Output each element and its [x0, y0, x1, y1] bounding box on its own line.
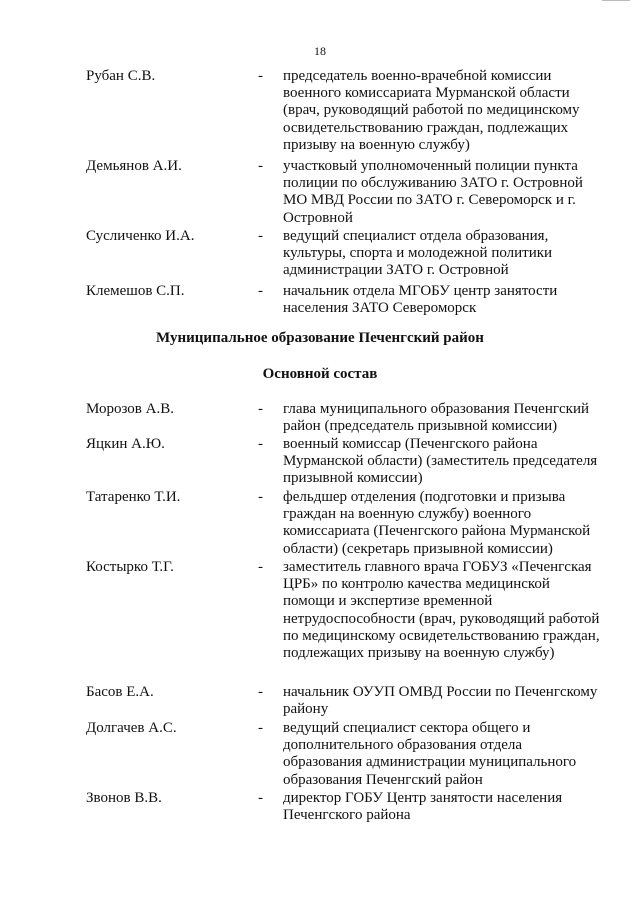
member-dash: - — [258, 436, 263, 452]
member-list-2 — [0, 401, 640, 826]
member-dash: - — [258, 228, 263, 244]
member-row — [0, 489, 640, 559]
member-row — [0, 158, 640, 228]
member-name: Звонов В.В. — [86, 790, 162, 806]
member-name: Демьянов А.И. — [86, 158, 182, 174]
member-name: Рубан С.В. — [86, 68, 156, 84]
member-description: фельдшер отделения (подготовки и призыва граждан на военную службу) военного комиссариата (Печенгского района Мурманской области) (секретарь призывной комиссии) — [283, 489, 591, 557]
member-description: участковый уполномоченный полиции пункта полиции по обслуживанию ЗАТО г. Островной МО МВД России по ЗАТО г. Североморск и г. Островной — [283, 158, 583, 226]
member-row — [0, 720, 640, 790]
member-row — [0, 68, 640, 158]
member-name: Долгачев А.С. — [86, 720, 177, 736]
member-description: директор ГОБУ Центр занятости населения Печенгского района — [283, 790, 563, 824]
member-name: Морозов А.В. — [86, 401, 174, 417]
member-dash: - — [258, 401, 263, 417]
member-list-1 — [0, 68, 640, 319]
member-name: Яцкин А.Ю. — [86, 436, 165, 452]
member-dash: - — [258, 489, 263, 505]
member-description: ведущий специалист отдела образования, культуры, спорта и молодежной политики администрации ЗАТО г. Островной — [283, 228, 553, 279]
member-description: военный комиссар (Печенгского района Мурманской области) (заместитель председателя призывной комиссии) — [283, 436, 598, 487]
member-dash: - — [258, 68, 263, 84]
member-description: заместитель главного врача ГОБУЗ «Печенгская ЦРБ» по контролю качества медицинской помощи и экспертизе временной нетрудоспособности (врач, руководящий работой по медицинскому освидетельствованию граждан, подлежащих призыву на военную службу) — [283, 559, 600, 662]
member-row — [0, 790, 640, 826]
member-description: ведущий специалист сектора общего и дополнительного образования отдела образования администрации муниципального образования Печенгский район — [283, 720, 577, 788]
member-row — [0, 283, 640, 319]
member-description: начальник ОУУП ОМВД России по Печенгскому району — [283, 684, 598, 718]
section-title: Муниципальное образование Печенгский район — [156, 330, 484, 346]
member-row — [0, 401, 640, 436]
member-name: Сусличенко И.А. — [86, 228, 195, 244]
member-dash: - — [258, 559, 263, 575]
member-description: председатель военно-врачебной комиссии военного комиссариата Мурманской области (врач, руководящий работой по медицинскому освидетельствованию граждан, подлежащих призыву на военную службу) — [283, 68, 580, 153]
member-dash: - — [258, 684, 263, 700]
member-dash: - — [258, 720, 263, 736]
member-dash: - — [258, 283, 263, 299]
member-description: глава муниципального образования Печенгский район (председатель призывной комиссии) — [283, 401, 589, 435]
member-name: Костырко Т.Г. — [86, 559, 174, 575]
member-name: Клемешов С.П. — [86, 283, 185, 299]
member-row — [0, 228, 640, 283]
member-dash: - — [258, 158, 263, 174]
scan-edge-mark — [602, 0, 630, 3]
member-row — [0, 684, 640, 720]
member-name: Татаренко Т.И. — [86, 489, 181, 505]
member-row — [0, 436, 640, 489]
member-row — [0, 559, 640, 684]
member-dash: - — [258, 790, 263, 806]
member-description: начальник отдела МГОБУ центр занятости населения ЗАТО Североморск — [283, 283, 558, 317]
section-subtitle: Основной состав — [262, 366, 378, 382]
page-number: 18 — [314, 44, 326, 58]
member-name: Басов Е.А. — [86, 684, 154, 700]
